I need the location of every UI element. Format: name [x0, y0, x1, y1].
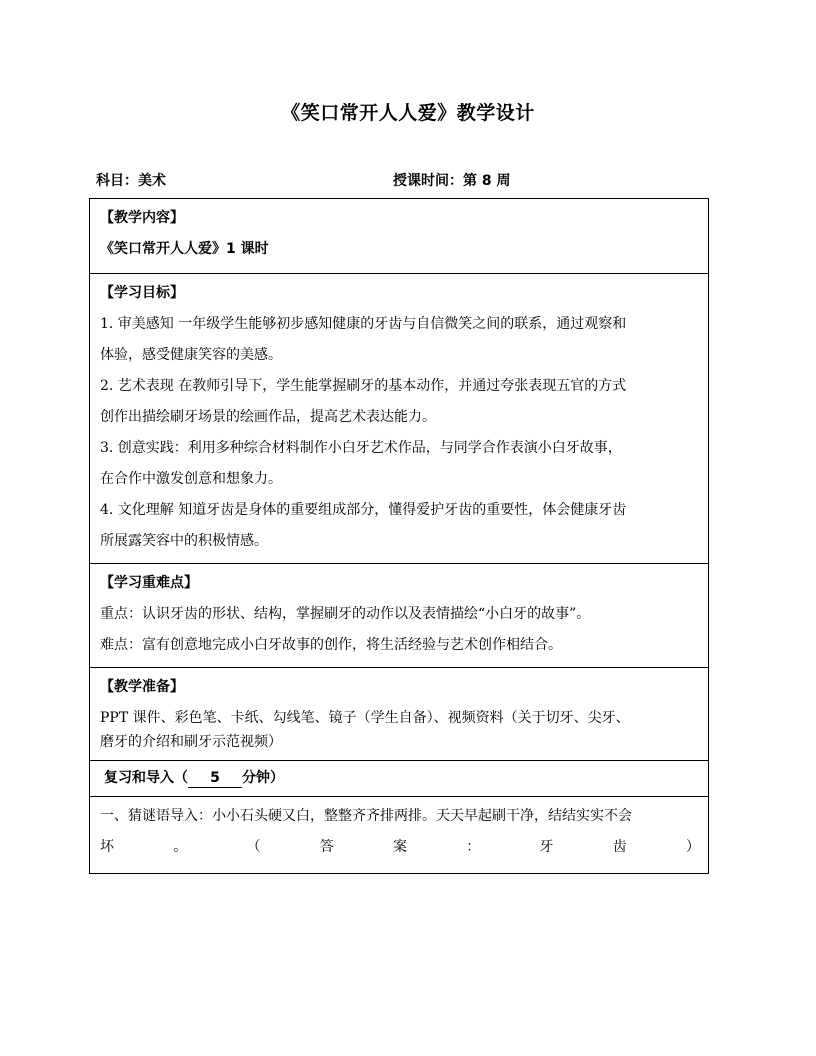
- teaching-content-line: 《笑口常开人人爱》1 课时: [100, 241, 269, 257]
- difficult-point-line: 难点：富有创意地完成小白牙故事的创作，将生活经验与艺术创作相结合。: [100, 637, 562, 653]
- riddle-intro-cell: [90, 797, 709, 874]
- teaching-content-header: 【教学内容】: [100, 210, 184, 226]
- goal-line: 4. 文化理解 知道牙齿是身体的重要组成部分，懂得爱护牙齿的重要性，体会健康牙齿: [100, 502, 627, 518]
- key-difficult-points-cell: [90, 564, 709, 668]
- riddle-answer-char: 答: [319, 839, 334, 855]
- review-minutes: 5: [188, 769, 242, 788]
- riddle-intro-row: [90, 797, 709, 874]
- review-intro-prefix: 复习和导入（: [104, 770, 188, 786]
- riddle-answer-char: 坏: [100, 839, 114, 855]
- teaching-content-cell: [90, 199, 709, 274]
- riddle-answer-char: 案: [393, 839, 407, 855]
- lesson-time-label: 授课时间：第 8 周: [393, 173, 511, 189]
- goal-line: 所展露笑容中的积极情感。: [100, 533, 268, 549]
- subject-label: 科目：美术: [96, 173, 166, 189]
- prep-line: 磨牙的介绍和刷牙示范视频）: [100, 734, 282, 750]
- goal-line: 2. 艺术表现 在教师引导下，学生能掌握刷牙的基本动作，并通过夸张表现五官的方式: [100, 378, 627, 394]
- riddle-answer-char: 齿: [612, 839, 627, 855]
- goal-line: 体验，感受健康笑容的美感。: [100, 347, 282, 363]
- riddle-answer-char: ）: [686, 839, 700, 855]
- riddle-answer-char: ：: [466, 839, 481, 855]
- lesson-plan-table: [89, 198, 709, 874]
- goal-line: 创作出描绘刷牙场景的绘画作品，提高艺术表达能力。: [100, 409, 436, 425]
- teaching-prep-header: 【教学准备】: [100, 679, 184, 695]
- riddle-answer-char: 牙: [539, 839, 554, 855]
- riddle-answer-char: 。: [173, 839, 188, 855]
- prep-line: PPT 课件、彩色笔、卡纸、勾线笔、镜子（学生自备）、视频资料（关于切牙、尖牙、: [100, 710, 630, 726]
- key-difficult-points-row: [90, 564, 709, 668]
- teaching-prep-cell: [90, 668, 709, 761]
- riddle-answer-char: （: [246, 839, 261, 855]
- goal-line: 3. 创意实践：利用多种综合材料制作小白牙艺术作品，与同学合作表演小白牙故事，: [100, 440, 622, 456]
- review-intro-cell: [90, 761, 709, 797]
- learning-goals-header: 【学习目标】: [100, 285, 184, 301]
- teaching-content-row: [90, 199, 709, 274]
- goal-line: 1. 审美感知 一年级学生能够初步感知健康的牙齿与自信微笑之间的联系，通过观察和: [100, 316, 627, 332]
- riddle-answer-line: [100, 832, 700, 863]
- learning-goals-row: [90, 274, 709, 564]
- key-point-line: 重点：认识牙齿的形状、结构，掌握刷牙的动作以及表情描绘“小白牙的故事”。: [100, 606, 591, 622]
- riddle-line: 一、猜谜语导入：小小石头硬又白，整整齐齐排两排。天天早起刷干净，结结实实不会: [100, 808, 632, 824]
- teaching-prep-row: [90, 668, 709, 761]
- review-intro-suffix: 分钟）: [242, 770, 284, 786]
- goal-line: 在合作中激发创意和想象力。: [100, 471, 282, 487]
- review-intro-row: [90, 761, 709, 797]
- key-difficult-points-header: 【学习重难点】: [100, 575, 198, 591]
- learning-goals-cell: [90, 274, 709, 564]
- page-title: 《笑口常开人人爱》教学设计: [281, 102, 535, 124]
